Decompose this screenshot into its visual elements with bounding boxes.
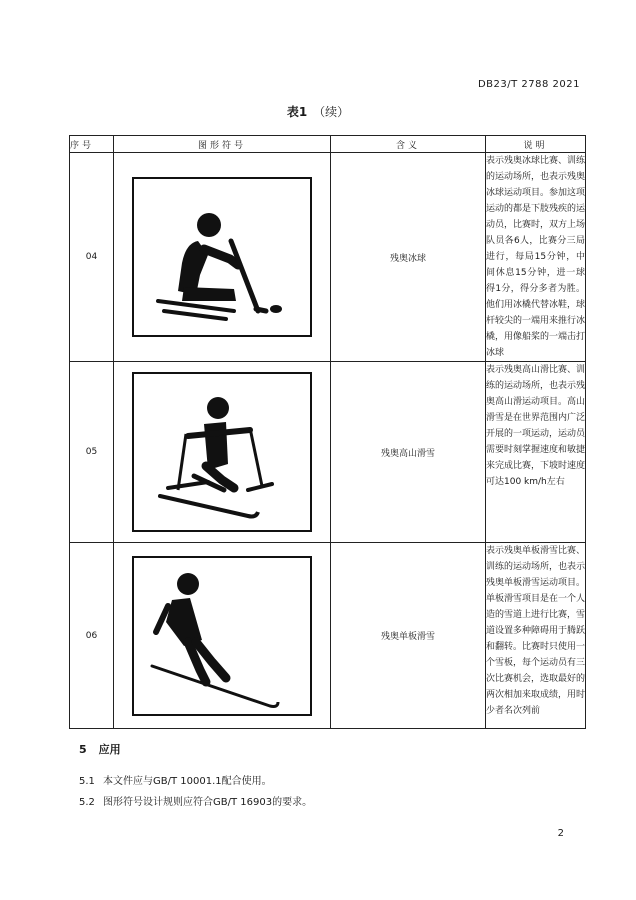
table-row [70, 153, 586, 362]
description-cell: 表示残奥冰球比赛、训练的运动场所，也表示残奥冰球运动项目。参加这项运动的都是下肢残疾的运动员，比赛时，双方上场队员各6人，比赛分三局进行，每局15分钟，中间休息15分钟，进一球得1分，得分多者为胜。他们用冰橇代替冰鞋，球杆较尖的一端用来推行冰橇，用像船桨的一端击打冰球 [486, 153, 586, 362]
column-header-number: 序号 [70, 136, 114, 153]
table-row [70, 543, 586, 729]
section-number: 5 [79, 743, 87, 756]
table-row [70, 362, 586, 543]
row-number: 04 [70, 153, 114, 362]
para-ice-hockey-icon [138, 183, 306, 331]
page-number: 2 [557, 828, 564, 839]
symbol-frame [132, 372, 312, 532]
para-alpine-skiing-icon [138, 378, 306, 526]
clause-text: 本文件应与GB/T 10001.1配合使用。 [103, 776, 272, 787]
row-number: 05 [70, 362, 114, 543]
section-title: 应用 [98, 743, 121, 756]
table-header-row [70, 136, 586, 153]
column-header-meaning: 含义 [331, 136, 486, 153]
symbol-cell [114, 543, 331, 729]
section-heading [79, 741, 121, 757]
column-header-description: 说明 [486, 136, 586, 153]
clause-number: 5.1 [79, 776, 95, 787]
clause-number: 5.2 [79, 797, 95, 808]
description-cell: 表示残奥单板滑雪比赛、训练的运动场所，也表示残奥单板滑雪运动项目。单板滑雪项目是在一个人造的雪道上进行比赛，雪道设置多种障碍用于腾跃和翻转。比赛时只使用一个雪板，每个运动员有三次比赛机会，选取最好的两次相加来取成绩，用时少者名次列前 [486, 543, 586, 729]
description-cell: 表示残奥高山滑比赛、训练的运动场所，也表示残奥高山滑运动项目。高山滑雪是在世界范围内广泛开展的一项运动，运动员需要时刻掌握速度和敏捷来完成比赛，下坡时速度可达100 km/h左右 [486, 362, 586, 543]
row-number: 06 [70, 543, 114, 729]
meaning-cell: 残奥冰球 [331, 153, 486, 362]
clause-text: 图形符号设计规则应符合GB/T 16903的要求。 [103, 797, 313, 808]
document-code: DB23/T 2788 2021 [477, 79, 580, 90]
symbol-frame [132, 556, 312, 716]
symbol-cell [114, 362, 331, 543]
para-snowboard-icon [138, 562, 306, 710]
meaning-cell: 残奥单板滑雪 [331, 543, 486, 729]
symbol-table [69, 135, 586, 729]
meaning-cell: 残奥高山滑雪 [331, 362, 486, 543]
symbol-cell [114, 153, 331, 362]
symbol-frame [132, 177, 312, 337]
table-title [0, 103, 636, 120]
table-title-suffix: （续） [313, 105, 350, 119]
list-item [79, 793, 312, 808]
column-header-symbol: 图形符号 [114, 136, 331, 153]
list-item [79, 772, 272, 787]
table-title-main: 表1 [286, 105, 308, 119]
